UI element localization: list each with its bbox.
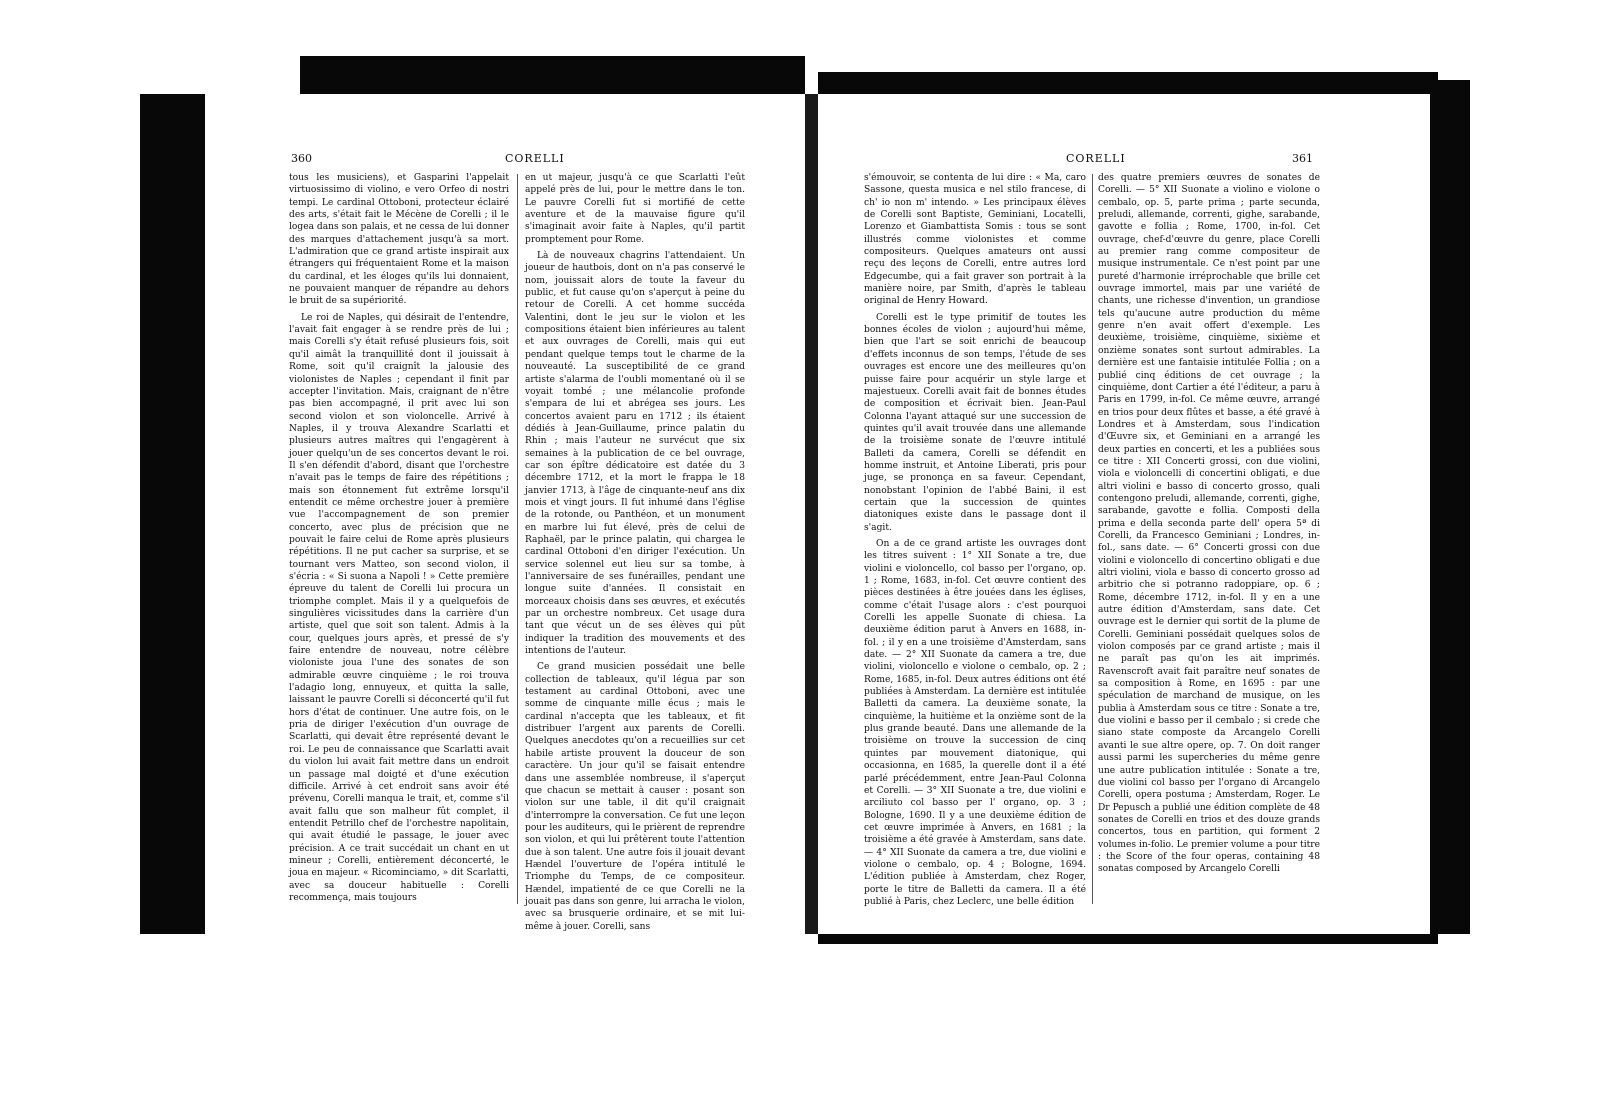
column-rule xyxy=(517,174,518,904)
paragraph: Le roi de Naples, qui désirait de l'entendre, l'avait fait engager à se rendre près de lui ; mais Corelli s'y était refusé plusieurs fois, soit qu'il aimât la tranquillité dont il jouissait à Rome, soit qu'il craignît la jalousie des violonistes de Naples ; cependant il finit par accepter l'invitation. Mais, craignant de n'être pas bien accompagné, il prit avec lui son second violon et son violoncelle. Arrivé à Naples, il y trouva Alexandre Scarlatti et plusieurs autres maîtres qui l'engagèrent à jouer quelqu'un de ses concertos devant le roi. Il s'en défendit d'abord, disant que l'orchestre n'avait pas le temps de faire des répétitions ; mais son étonnement fut extrême lorsqu'il entendit ce même orchestre jouer à première vue l'accompagnement de son premier concerto, avec plus de précision que ne pouvait le faire celui de Rome après plusieurs répétitions. Il ne put cacher sa surprise, et se tournant vers Matteo, son second violon, il s'écria : « Si suona a Napoli ! » Cette première épreuve du talent de Corelli lui procura un triomphe complet. Mais il y a quelquefois de singulières vicissitudes dans la carrière d'un artiste, quel que soit son talent. Admis à la cour, quelques jours après, et pressé de s'y faire entendre de nouveau, notre célèbre violoniste joua l'une des sonates de son admirable œuvre cinquième ; le roi trouva l'adagio long, ennuyeux, et quitta la salle, laissant le pauvre Corelli si déconcerté qu'il fut hors d'état de continuer. Une autre fois, on le pria de diriger l'exécution d'un ouvrage de Scarlatti, qui devait être représenté devant le roi. Le peu de connaissance que Scarlatti avait du violon lui avait fait mettre dans un endroit un passage mal doigté et d'une exécution difficile. Arrivé à cet endroit sans avoir été prévenu, Corelli manqua le trait, et, comme s'il avait fallu que son malheur fût complet, il entendit Petrillo chef de l'orchestre napolitain, qui avait étudié le passage, le jouer avec précision. A ce trait succédait un chant en ut mineur ; Corelli, entièrement déconcerté, le joua en majeur. « Ricominciamo, » dit Scarlatti, avec sa douceur habituelle : Corelli recommença, mais toujours xyxy=(289,312,509,903)
paragraph: Corelli est le type primitif de toutes les bonnes écoles de violon ; aujourd'hui même, bien que l'art se soit enrichi de beaucoup d'effets inconnus de son temps, l'étude de ses ouvrages est encore une des meilleures qu'on puisse faire pour acquérir un style large et majestueux. Corelli avait fait de bonnes études de composition et écrivait bien. Jean-Paul Colonna l'ayant attaqué sur une succession de quintes qu'il avait trouvée dans une allemande de la troisième sonate de l'œuvre intitulé Balleti da camera, Corelli se défendit en homme instruit, et Antoine Liberati, pris pour juge, se prononça en sa faveur. Cependant, nonobstant l'opinion de l'abbé Baini, il est certain que la succession de quintes diatoniques existe dans le passage dont il s'agit. xyxy=(864,312,1086,533)
paragraph: des quatre premiers œuvres de sonates de Corelli. — 5° XII Suonate a violino e violone o cembalo, op. 5, parte prima ; parte secunda, preludi, allemande, correnti, gighe, sarabande, gavotte e follia ; Rome, 1700, in-fol. Cet ouvrage, chef-d'œuvre du genre, place Corelli au premier rang comme compositeur de musique instrumentale. Ce n'est point par une pureté d'harmonie irréprochable que brille cet ouvrage immortel, mais par une variété de chants, une richesse d'invention, un grandiose tels qu'aucune autre production du même genre n'en avait offert d'exemple. Les deuxième, troisième, cinquième, sixième et onzième sonates sont surtout admirables. La dernière est une fantaisie intitulée Follia ; on a publié cinq éditions de cet ouvrage ; la cinquième, dont Cartier a été l'éditeur, a paru à Paris en 1799, in-fol. Ce même œuvre, arrangé en trios pour deux flûtes et basse, a été gravé à Londres et à Amsterdam, sous l'indication d'Œuvre six, et Geminiani en a arrangé les deux parties en concerti, et les a publiées sous ce titre : XII Concerti grossi, con due violini, viola e violoncelli di concertini obligati, e due altri violini e basso di concerto grosso, quali contengono preludi, allemande, correnti, gighe, sarabande, gavotte e follia. Composti della prima e della seconda parte dell' opera 5ª di Corelli, da Francesco Geminiani ; Londres, in-fol., sans date. — 6° Concerti grossi con due violini e violoncello di concertino obligati e due altri violini, viola e basso di concerto grosso ad arbitrio che si potranno radoppiare, op. 6 ; Rome, décembre 1712, in-fol. Il y en a une autre édition d'Amsterdam, sans date. Cet ouvrage est le dernier qui sortit de la plume de Corelli. Geminiani possédait quelques solos de violon composés par ce grand artiste ; mais il ne paraît pas qu'on les ait imprimés. Ravenscroft avait fait paraître neuf sonates de sa composition à Rome, en 1695 : par une spéculation de marchand de musique, on les publia à Amsterdam sous ce titre : Sonate a tre, due violini e basso per il cembalo ; si crede che siano state composte da Arcangelo Corelli avanti le sue altre opere, op. 7. On doit ranger aussi parmi les supercheries du même genre une autre publication intitulée : Sonate a tre, due violini col basso per l'organo di Arcangelo Corelli, opera postuma ; Amsterdam, Roger. Le Dr Pepusch a publié une édition complète de 48 sonates de Corelli en trios et des douze grands concertos, tous en partition, qui forment 2 volumes in-folio. Le premier volume a pour titre : the Score of the four operas, containing 48 sonatas composed by Arcangelo Corelli xyxy=(1098,173,1320,875)
left-column-2 xyxy=(525,172,745,932)
paragraph: Ce grand musicien possédait une belle collection de tableaux, qu'il légua par son testament au cardinal Ottoboni, avec une somme de cinquante mille écus ; mais le cardinal n'accepta que les tableaux, et fit distribuer l'argent aux parents de Corelli. Quelques anecdotes qu'on a recueillies sur cet habile artiste prouvent la douceur de son caractère. Un jour qu'il se faisait entendre dans une assemblée nombreuse, il s'aperçut que chacun se mettait à causer : posant son violon sur une table, il dit qu'il craignait d'interrompre la conversation. Ce fut une leçon pour les auditeurs, qui le prièrent de reprendre son violon, et qui lui prêtèrent toute l'attention due à son talent. Une autre fois il jouait devant Hændel l'ouverture de l'opéra intitulé le Triomphe du Temps, de ce compositeur. Hændel, impatienté de ce que Corelli ne la jouait pas dans son genre, lui arracha le violon, avec sa brusquerie ordinaire, et se mit lui-même à jouer. Corelli, sans xyxy=(525,662,745,932)
paragraph: s'émouvoir, se contenta de lui dire : « Ma, caro Sassone, questa musica e nel stilo francese, di ch' io non m' intendo. » Les principaux élèves de Corelli sont Baptiste, Geminiani, Locatelli, Lorenzo et Giambattista Somis : tous se sont illustrés comme violonistes et comme compositeurs. Quelques amateurs ont aussi reçu des leçons de Corelli, entre autres lord Edgecumbe, qui a fait graver son portrait à la manière noire, par Smith, d'après le tableau original de Henry Howard. xyxy=(864,173,1086,307)
column-rule xyxy=(1092,174,1093,904)
scan-edge-top-left xyxy=(300,56,805,96)
right-page-number: 361 xyxy=(1292,152,1313,165)
paragraph: On a de ce grand artiste les ouvrages dont les titres suivent : 1° XII Sonate a tre, due violini e violoncello, col basso per l'organo, op. 1 ; Rome, 1683, in-fol. Cet œuvre contient des pièces destinées à être jouées dans les églises, comme c'était l'usage alors : c'est pourquoi Corelli les appelle Suonate di chiesa. La deuxième édition parut à Anvers en 1688, in-fol. ; il y en a une troisième d'Amsterdam, sans date. — 2° XII Suonate da camera a tre, due violini, violoncello e violone o cembalo, op. 2 ; Rome, 1685, in-fol. Deux autres éditions ont été publiées à Amsterdam. La dernière est intitulée Balletti da camera. La deuxième sonate, la cinquième, la huitième et la onzième sont de la plus grande beauté. Dans une allemande de la troisième on trouve la succession de cinq quintes par mouvement diatonique, qui occasionna, en 1685, la querelle dont il a été parlé précédemment, entre Jean-Paul Colonna et Corelli. — 3° XII Suonate a tre, due violini e arciliuto col basso per l' organo, op. 3 ; Bologne, 1690. Il y a une deuxième édition de cet œuvre imprimée à Anvers, en 1681 ; la troisième a été gravée à Amsterdam, sans date. — 4° XII Suonate da camera a tre, due violini e violone o cembalo, op. 4 ; Bologne, 1694. L'édition publiée à Amsterdam, chez Roger, porte le titre de Balletti da camera. Il a été publié à Paris, chez Leclerc, une belle édition xyxy=(864,538,1086,907)
scan-edge-left xyxy=(140,94,206,934)
paragraph: tous les musiciens), et Gasparini l'appelait virtuosissimo di violino, e vero Orfeo di nostri tempi. Le cardinal Ottoboni, protecteur éclairé des arts, s'était fait le Mécène de Corelli ; il le logea dans son palais, et ne cessa de lui donner des marques d'attachement jusqu'à sa mort. L'admiration que ce grand artiste inspirait aux étrangers qui fréquentaient Rome et la maison du cardinal, et les éloges qu'ils lui donnaient, ne pouvaient manquer de répandre au dehors le bruit de sa supériorité. xyxy=(289,173,509,307)
left-page xyxy=(205,94,805,934)
right-column-1 xyxy=(864,172,1086,912)
left-running-head: CORELLI xyxy=(505,152,565,165)
right-page xyxy=(818,94,1430,934)
left-column-1 xyxy=(289,172,509,912)
scan-edge-right xyxy=(1428,80,1470,934)
paragraph: Là de nouveaux chagrins l'attendaient. Un joueur de hautbois, dont on n'a pas conservé le nom, jouissait alors de toute la faveur du public, et fut cause qu'on s'aperçut à peine du retour de Corelli. A cet homme succéda Valentini, dont le jeu sur le violon et les compositions étaient bien inférieures au talent et aux ouvrages de Corelli, mais qui eut pendant quelque temps tout le charme de la nouveauté. La susceptibilité de ce grand artiste s'alarma de l'oubli momentané où il se voyait tombé ; une mélancolie profonde s'empara de lui et abrégea ses jours. Les concertos avaient paru en 1712 ; ils étaient dédiés à Jean-Guillaume, prince palatin du Rhin ; mais l'auteur ne survécut que six semaines à la publication de ce bel ouvrage, car son épître dédicatoire est datée du 3 décembre 1712, et la mort le frappa le 18 janvier 1713, à l'âge de cinquante-neuf ans dix mois et vingt jours. Il fut inhumé dans l'église de la rotonde, ou Panthéon, et un monument en marbre lui fut élevé, près de celui de Raphaël, par le prince palatin, qui chargea le cardinal Ottoboni d'en diriger l'exécution. Un service solennel eut lieu sur sa tombe, à l'anniversaire de ses funérailles, pendant une longue suite d'années. Il consistait en morceaux choisis dans ses œuvres, et exécutés par un orchestre nombreux. Cet usage dura tant que vécut un de ses élèves qui pût indiquer la tradition des mouvements et des intentions de l'auteur. xyxy=(525,251,745,657)
book-gutter xyxy=(805,94,818,934)
paragraph: en ut majeur, jusqu'à ce que Scarlatti l'eût appelé près de lui, pour le mettre dans le ton. Le pauvre Corelli fut si mortifié de cette aventure et de la mauvaise figure qu'il s'imaginait avoir faite à Naples, qu'il partit promptement pour Rome. xyxy=(525,173,745,245)
left-page-number: 360 xyxy=(291,152,312,165)
right-running-head: CORELLI xyxy=(1066,152,1126,165)
right-column-2 xyxy=(1098,172,1320,912)
scan-edge-top-right xyxy=(818,72,1438,96)
